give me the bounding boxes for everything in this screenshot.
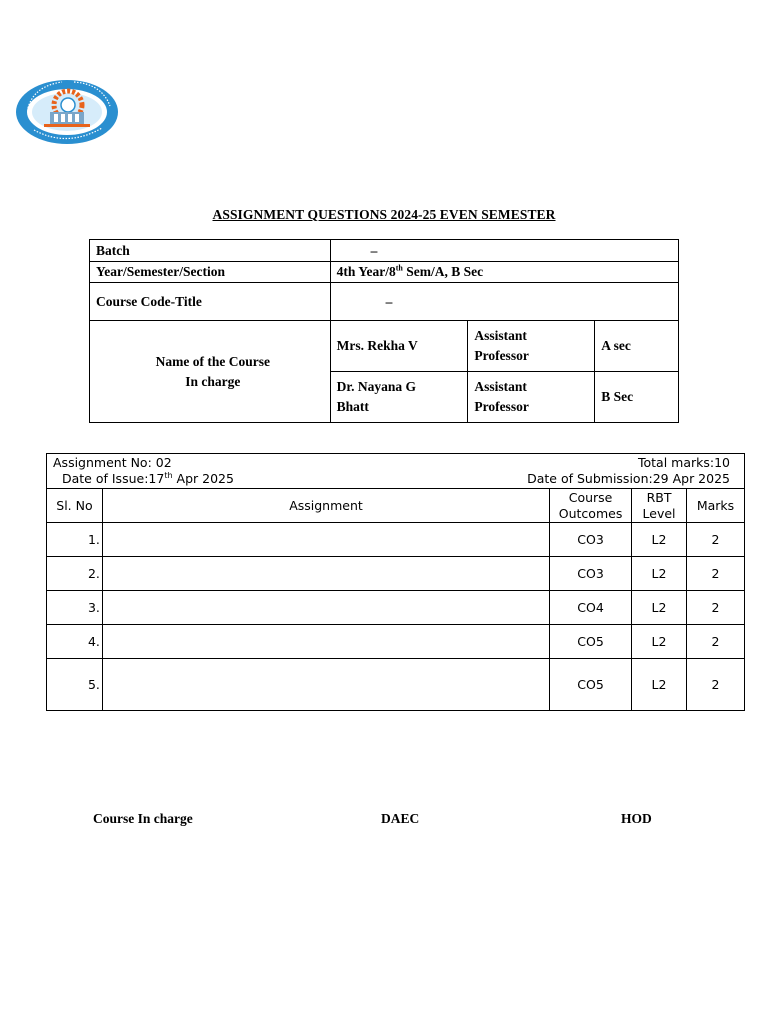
signature-daec: DAEC	[381, 811, 420, 826]
row-rbt-level: L2	[632, 523, 687, 557]
table-row	[47, 557, 745, 591]
row-sl-no: 3.	[47, 591, 103, 625]
institute-logo	[14, 78, 120, 146]
column-header-course-outcomes: Course Outcomes	[550, 489, 632, 523]
row-course-outcome: CO4	[550, 591, 632, 625]
column-header-sl-no: Sl. No	[47, 489, 103, 523]
faculty-designation: Assistant Professor	[468, 372, 595, 423]
signature-hod: HOD	[621, 811, 652, 826]
column-header-rbt-level: RBT Level	[632, 489, 687, 523]
year-label: Year/Semester/Section	[90, 262, 331, 283]
row-rbt-level: L2	[632, 625, 687, 659]
row-sl-no: 5.	[47, 659, 103, 711]
assignment-number: Assignment No: 02	[53, 455, 172, 470]
table-row	[47, 523, 745, 557]
table-row	[47, 591, 745, 625]
column-header-marks: Marks	[687, 489, 745, 523]
row-assignment	[102, 557, 549, 591]
date-of-issue: Date of Issue:17th Apr 2025	[62, 470, 234, 486]
faculty-section: A sec	[595, 321, 679, 372]
batch-value: –	[330, 240, 678, 262]
row-marks: 2	[687, 591, 745, 625]
incharge-label: Name of the Course In charge	[90, 321, 331, 423]
table-row	[47, 625, 745, 659]
row-sl-no: 1.	[47, 523, 103, 557]
row-course-outcome: CO5	[550, 625, 632, 659]
row-assignment	[102, 591, 549, 625]
year-value: 4th Year/8th Sem/A, B Sec	[330, 262, 678, 283]
row-assignment	[102, 523, 549, 557]
row-marks: 2	[687, 659, 745, 711]
course-info-table	[89, 239, 679, 423]
table-row	[47, 659, 745, 711]
assignment-header	[47, 454, 745, 489]
date-of-submission: Date of Submission:29 Apr 2025	[527, 471, 730, 486]
assignment-table	[46, 453, 745, 711]
row-assignment	[102, 659, 549, 711]
row-rbt-level: L2	[632, 557, 687, 591]
column-header-assignment: Assignment	[102, 489, 549, 523]
row-rbt-level: L2	[632, 659, 687, 711]
faculty-designation: Assistant Professor	[468, 321, 595, 372]
course-code-value: –	[330, 283, 678, 321]
row-rbt-level: L2	[632, 591, 687, 625]
row-course-outcome: CO3	[550, 557, 632, 591]
row-marks: 2	[687, 523, 745, 557]
row-course-outcome: CO3	[550, 523, 632, 557]
row-sl-no: 2.	[47, 557, 103, 591]
signature-course-incharge: Course In charge	[93, 811, 193, 826]
row-marks: 2	[687, 625, 745, 659]
course-code-label: Course Code-Title	[90, 283, 331, 321]
faculty-section: B Sec	[595, 372, 679, 423]
faculty-name: Mrs. Rekha V	[330, 321, 468, 372]
row-sl-no: 4.	[47, 625, 103, 659]
row-assignment	[102, 625, 549, 659]
page-title: ASSIGNMENT QUESTIONS 2024-25 EVEN SEMESTER	[212, 207, 556, 222]
total-marks: Total marks:10	[637, 455, 730, 470]
faculty-name: Dr. Nayana G Bhatt	[330, 372, 468, 423]
row-marks: 2	[687, 557, 745, 591]
row-course-outcome: CO5	[550, 659, 632, 711]
batch-label: Batch	[90, 240, 331, 262]
